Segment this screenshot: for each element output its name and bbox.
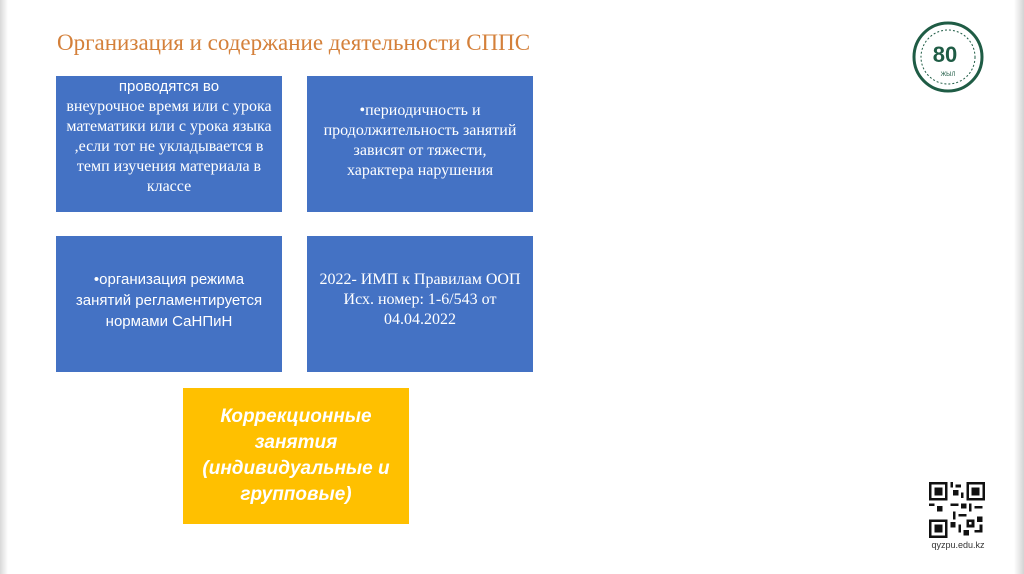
info-box-schedule: [56, 76, 282, 212]
info-box-regime-text: •организация режима занятий регламентируется нормами СаНПиН: [75, 270, 263, 330]
info-box-schedule-first-line: проводятся во: [118, 78, 220, 95]
info-box-schedule-text: [56, 77, 282, 197]
info-box-regulation-text: 2022- ИМП к Правилам ООП Исх. номер: 1-6/543 от 04.04.2022: [319, 271, 521, 328]
highlight-box-correction-text: Коррекционные занятия (индивидуальные и групповые): [202, 406, 390, 505]
slide-right-edge: [1014, 0, 1024, 574]
info-box-regime: [56, 236, 282, 372]
website-label: qyzpu.edu.kz: [931, 540, 985, 550]
info-box-schedule-body: внеурочное время или с урока математики или с урока языка ,если тот не укладывается в темп изучения материала в классе: [66, 98, 272, 195]
logo-caption: ЖЫЛ: [940, 72, 956, 78]
university-80-logo-icon: [912, 21, 984, 93]
slide-left-edge: [0, 0, 8, 574]
logo-number: 80: [932, 42, 958, 67]
info-box-regulation: [307, 236, 533, 372]
slide-title: Организация и содержание деятельности СППС: [57, 30, 531, 55]
info-box-periodicity-text: •периодичность и продолжительность занятий зависят от тяжести, характера нарушения: [323, 102, 517, 179]
info-box-periodicity: [307, 76, 533, 212]
highlight-box-correction: [183, 388, 409, 524]
qr-code-icon: [929, 482, 985, 538]
